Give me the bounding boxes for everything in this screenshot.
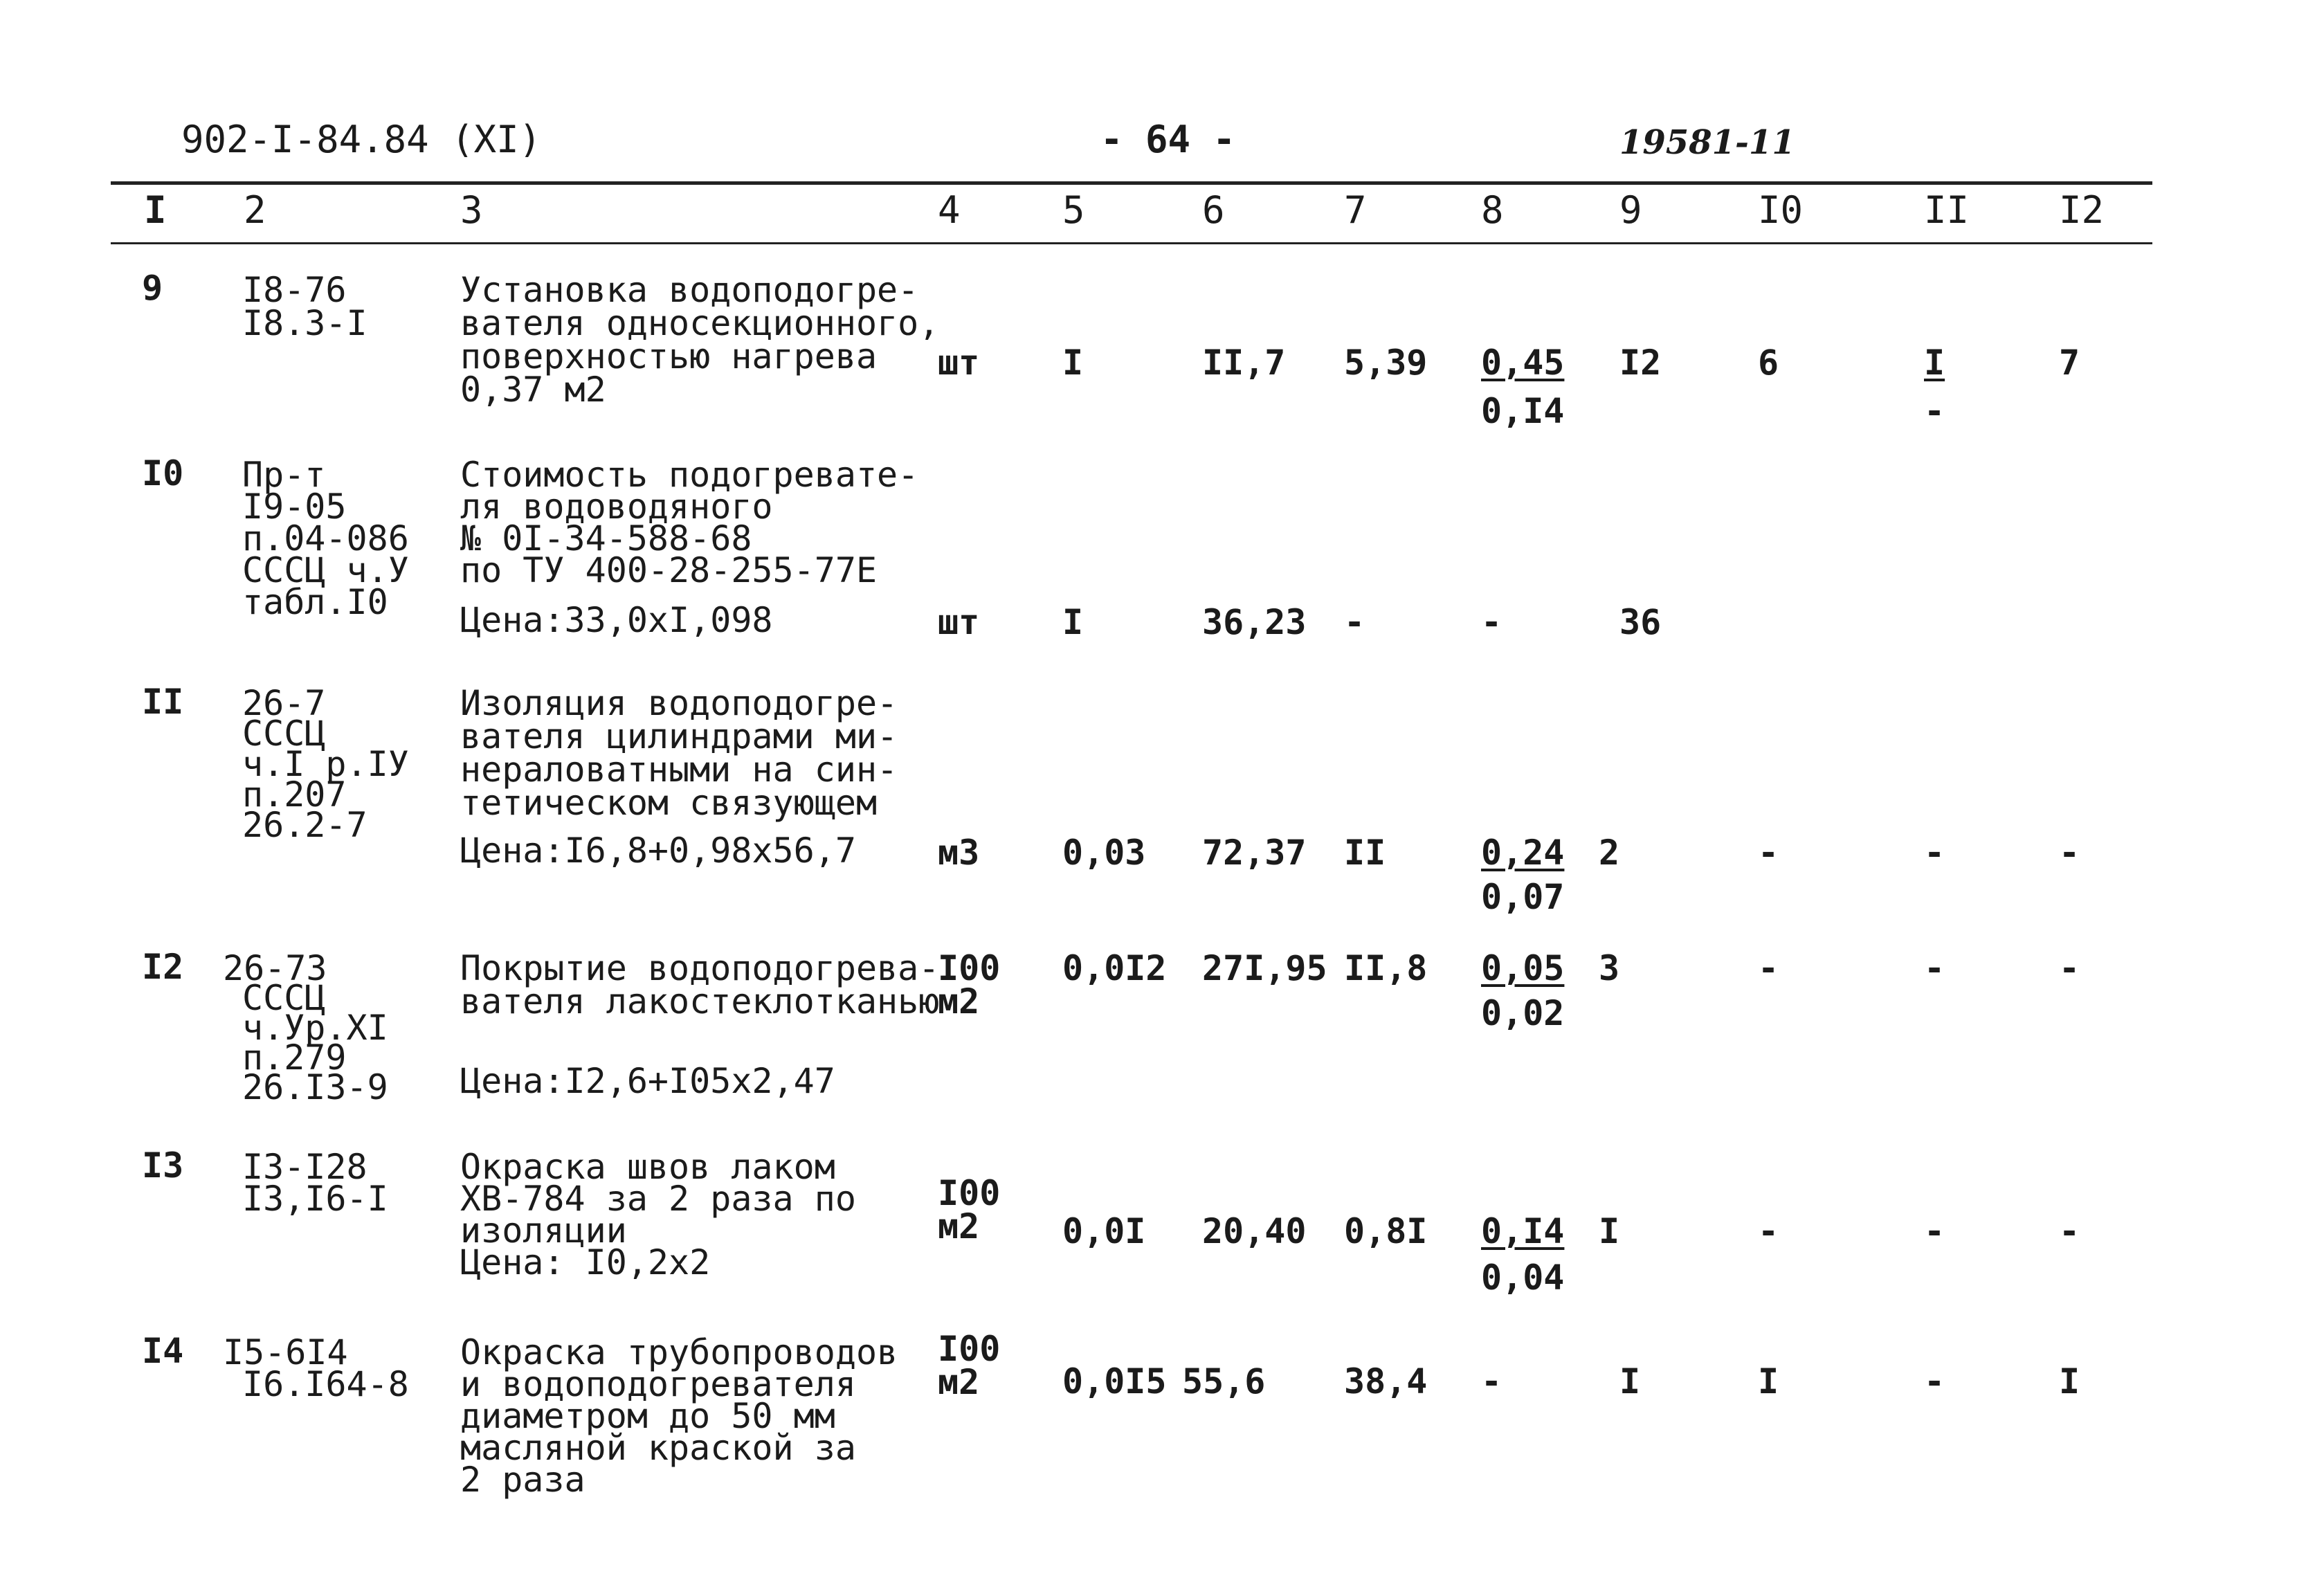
- unit: I00 м2: [938, 1329, 1001, 1402]
- rate-code-line: п.207: [242, 774, 347, 815]
- column-11-top-value: -: [1924, 948, 1945, 988]
- quantity: 0,03: [1062, 833, 1146, 873]
- unit: I00 м2: [938, 1173, 1001, 1246]
- column-7-value: 38,4: [1344, 1361, 1428, 1402]
- work-description-line: Изоляция водоподогре-: [460, 683, 898, 723]
- unit-cost: 20,40: [1202, 1211, 1307, 1251]
- column-10-value: I: [1758, 1361, 1779, 1402]
- work-description-line: нераловатными на син-: [460, 750, 898, 790]
- rate-code-line: СССЦ ч.У: [242, 550, 409, 590]
- column-8-bottom-value: 0,07: [1481, 877, 1565, 917]
- row-number: I4: [142, 1331, 184, 1371]
- rate-code-line: СССЦ: [242, 714, 326, 754]
- column-header-2: 2: [244, 188, 266, 232]
- quantity: I: [1062, 602, 1084, 642]
- column-11-top-value: -: [1924, 833, 1945, 873]
- column-8-bottom-value: 0,02: [1481, 993, 1565, 1033]
- work-description-line: масляной краской за: [460, 1428, 856, 1468]
- column-header-6: 6: [1202, 188, 1225, 232]
- rate-code-line: I8.3-I: [242, 303, 367, 343]
- column-11-bottom-value: -: [1924, 391, 1945, 431]
- rate-code-line: I8-76: [242, 270, 347, 310]
- page-number: - 64 -: [1100, 118, 1236, 161]
- column-7-value: II: [1344, 833, 1386, 873]
- work-description-line: ХВ-784 за 2 раза по: [460, 1179, 856, 1219]
- column-8-top-value: 0,24: [1481, 833, 1565, 873]
- unit: I00 м2: [938, 948, 1001, 1022]
- work-description-line: вателя односекционного,: [460, 303, 940, 343]
- column-header-7: 7: [1344, 188, 1367, 232]
- price-formula: Цена:I2,6+I05х2,47: [460, 1061, 835, 1101]
- column-header-3: 3: [460, 188, 483, 232]
- work-description-line: вателя лакостеклотканью: [460, 981, 940, 1022]
- rate-code-line: СССЦ: [242, 978, 326, 1018]
- column-9-value: I2: [1619, 343, 1662, 383]
- quantity: 0,0I: [1062, 1211, 1146, 1251]
- column-10-value: 6: [1758, 343, 1779, 383]
- price-formula: Цена:33,0хI,098: [460, 600, 773, 640]
- column-12-value: 7: [2059, 343, 2080, 383]
- column-12-value: I: [2059, 1361, 2080, 1402]
- unit: шт: [938, 343, 980, 383]
- work-description-line: изоляции: [460, 1210, 627, 1251]
- unit-cost: 72,37: [1202, 833, 1307, 873]
- column-10-value: -: [1758, 833, 1779, 873]
- work-description-line: Цена: I0,2х2: [460, 1242, 711, 1282]
- column-9-value: I: [1619, 1361, 1641, 1402]
- document-code: 902-I-84.84 (XI): [181, 118, 542, 161]
- work-description-line: вателя цилиндрами ми-: [460, 716, 898, 756]
- column-8-top-value: 0,I4: [1481, 1211, 1565, 1251]
- unit-cost: 27I,95: [1202, 948, 1327, 988]
- column-9-value: 36: [1619, 602, 1662, 642]
- work-description-line: Окраска швов лаком: [460, 1147, 835, 1187]
- column-12-value: -: [2059, 833, 2080, 873]
- row-number: I0: [142, 453, 184, 493]
- rate-code-line: I3-I28: [242, 1147, 367, 1187]
- column-12-value: -: [2059, 1211, 2080, 1251]
- rate-code-line: I6.I64-8: [242, 1364, 409, 1404]
- column-9-value: I: [1599, 1211, 1620, 1251]
- column-header-5: 5: [1062, 188, 1085, 232]
- rate-code-line: I5-6I4: [223, 1332, 348, 1372]
- unit: м3: [938, 833, 980, 873]
- rate-code-line: ч.I р.IУ: [242, 744, 409, 784]
- rate-code-line: 26.2-7: [242, 805, 367, 845]
- column-10-value: -: [1758, 1211, 1779, 1251]
- work-description-line: и водоподогревателя: [460, 1364, 856, 1404]
- unit: шт: [938, 602, 980, 642]
- column-7-value: II,8: [1344, 948, 1428, 988]
- column-8-top-value: 0,45: [1481, 343, 1565, 383]
- work-description-line: 0,37 м2: [460, 370, 606, 410]
- rate-code-line: 26.I3-9: [242, 1067, 388, 1107]
- rate-code-line: 26-73: [223, 948, 327, 988]
- rate-code-line: Пр-т: [242, 455, 326, 495]
- rate-code-line: п.04-086: [242, 518, 409, 559]
- column-11-top-value: -: [1924, 1361, 1945, 1402]
- quantity: 0,0I2: [1062, 948, 1167, 988]
- rate-code-line: 26-7: [242, 683, 326, 723]
- column-8-top-value: -: [1481, 602, 1502, 642]
- work-description-line: Покрытие водоподогрева-: [460, 948, 940, 988]
- column-12-value: -: [2059, 948, 2080, 988]
- column-header-4: 4: [938, 188, 961, 232]
- rate-code-line: I3,I6-I: [242, 1179, 388, 1219]
- price-formula: Цена:I6,8+0,98х56,7: [460, 831, 856, 871]
- work-description-line: ля водоводяного: [460, 487, 773, 527]
- work-description-line: Стоимость подогревате-: [460, 455, 919, 495]
- unit-cost: 36,23: [1202, 602, 1307, 642]
- row-number: I2: [142, 947, 184, 987]
- unit-cost: II,7: [1202, 343, 1286, 383]
- column-8-top-value: 0,05: [1481, 948, 1565, 988]
- column-header-11: II: [1924, 188, 1970, 232]
- quantity: I: [1062, 343, 1084, 383]
- column-header-8: 8: [1481, 188, 1504, 232]
- row-number: I3: [142, 1145, 184, 1186]
- row-number: II: [142, 682, 184, 722]
- table-top-rule: [111, 181, 2152, 185]
- inventory-number: 19581-11: [1619, 123, 1795, 162]
- quantity: 0,0I5: [1062, 1361, 1167, 1402]
- unit-cost: 55,6: [1182, 1361, 1266, 1402]
- work-description-line: тетическом связующем: [460, 783, 878, 823]
- column-9-value: 3: [1599, 948, 1620, 988]
- rate-code-line: п.279: [242, 1037, 347, 1078]
- column-8-bottom-value: 0,I4: [1481, 391, 1565, 431]
- work-description-line: поверхностью нагрева: [460, 336, 878, 377]
- rate-code-line: I9-05: [242, 487, 347, 527]
- work-description-line: по ТУ 400-28-255-77Е: [460, 550, 878, 590]
- column-8-bottom-value: 0,04: [1481, 1258, 1565, 1298]
- column-header-1: I: [144, 188, 167, 232]
- column-7-value: 5,39: [1344, 343, 1428, 383]
- column-10-value: -: [1758, 948, 1779, 988]
- column-header-10: I0: [1758, 188, 1804, 232]
- work-description-line: диаметром до 50 мм: [460, 1396, 835, 1436]
- rate-code-line: ч.Ур.XI: [242, 1008, 388, 1048]
- column-9-value: 2: [1599, 833, 1620, 873]
- work-description-line: № 0I-34-588-68: [460, 518, 752, 559]
- column-header-12: I2: [2059, 188, 2105, 232]
- row-number: 9: [142, 268, 163, 308]
- column-header-9: 9: [1619, 188, 1642, 232]
- work-description-line: Установка водоподогре-: [460, 270, 919, 310]
- rate-code-line: табл.I0: [242, 582, 388, 622]
- column-8-top-value: -: [1481, 1361, 1502, 1402]
- column-11-top-value: I: [1924, 343, 1945, 383]
- header-bottom-rule: [111, 242, 2152, 244]
- column-7-value: -: [1344, 602, 1365, 642]
- work-description-line: Окраска трубопроводов: [460, 1332, 898, 1372]
- work-description-line: 2 раза: [460, 1460, 585, 1500]
- column-11-top-value: -: [1924, 1211, 1945, 1251]
- column-7-value: 0,8I: [1344, 1211, 1428, 1251]
